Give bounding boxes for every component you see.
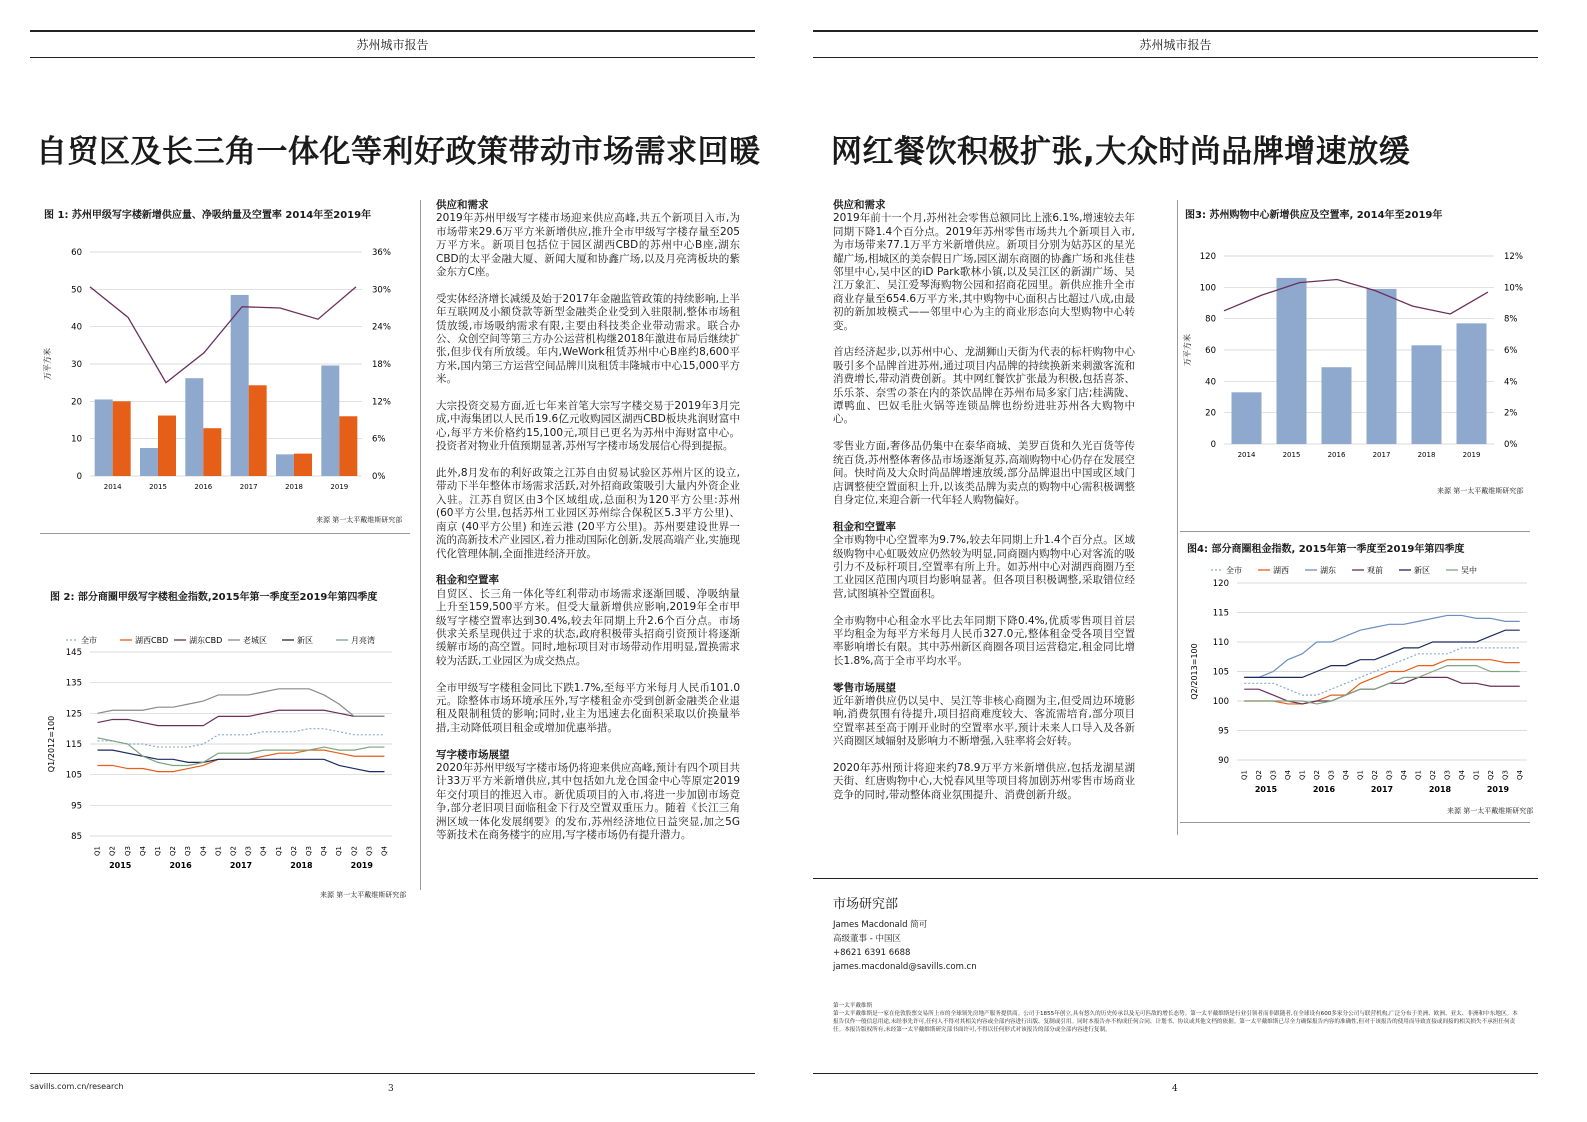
x-tick-label: Q1 (1356, 770, 1365, 780)
paragraph (833, 440, 1135, 507)
year-label: 2018 (290, 861, 313, 870)
page-title: 网红餐饮积极扩张,大众时尚品牌增速放缓 (831, 134, 1411, 170)
paragraph (833, 682, 1135, 749)
left-page (0, 0, 790, 1122)
year-label: 2019 (350, 861, 373, 870)
x-tick-label: Q3 (1501, 770, 1510, 780)
x-tick-label: Q3 (184, 846, 193, 856)
line-空置率 (1224, 280, 1488, 314)
x-tick-label: Q1 (214, 846, 223, 856)
running-header: 苏州城市报告 (30, 30, 755, 58)
x-tick-label: Q1 (1472, 770, 1481, 780)
x-tick-label: 2014 (103, 483, 122, 491)
year-label: 2017 (229, 861, 253, 870)
bar-净吸纳量 (203, 428, 221, 476)
contact-role: 高级董事 - 中国区 (833, 934, 901, 944)
paragraph (833, 521, 1135, 601)
x-tick-label: 2019 (330, 483, 349, 491)
footer-url[interactable]: savills.com.cn/research (30, 1082, 124, 1091)
bar-新增供应量 (140, 448, 158, 476)
legend-label: 新区 (1414, 566, 1430, 575)
x-tick-label: Q2 (1370, 770, 1379, 780)
contact-email[interactable]: james.macdonald@savills.com.cn (833, 962, 977, 972)
x-tick-label: 2015 (1282, 451, 1301, 459)
y-tick-label: 95 (71, 801, 82, 812)
x-tick-label: Q1 (93, 846, 102, 856)
line-月亮湾 (98, 738, 385, 766)
column-divider (420, 200, 421, 890)
x-tick-label: Q2 (1486, 770, 1495, 780)
x-tick-label: Q4 (1283, 770, 1292, 780)
year-label: 2018 (1428, 785, 1452, 794)
bar-净吸纳量 (158, 416, 176, 476)
y-tick-label: 0 (76, 472, 82, 482)
y2-tick-label: 0% (1504, 440, 1518, 450)
column-divider (1177, 200, 1178, 835)
page-title: 自贸区及长三角一体化等利好政策带动市场需求回暖 (36, 134, 761, 170)
footer-rule (813, 1073, 1538, 1074)
y2-tick-label: 6% (372, 434, 386, 445)
legend-label: 老城区 (243, 636, 267, 645)
year-label: 2019 (1486, 785, 1510, 794)
section-heading: 供应和需求 (833, 199, 886, 211)
bar-净吸纳量 (113, 401, 131, 476)
footer-rule (30, 1073, 755, 1074)
legend-label: 月亮湾 (351, 636, 375, 645)
paragraph-text: 大宗投资交易方面,近七年来首笔大宗写字楼交易于2019年3月完成,中海集团以人民币19.6亿元收购园区湖西CBD板块兆润财富中心,每平方米价格约15,100元,项目已更名为苏州中海财富中心。投资者对物业升值预期显著,苏州写字楼市场发展信心得到提振。 (436, 400, 740, 453)
paragraph (833, 762, 1135, 802)
y2-tick-label: 6% (1504, 346, 1518, 356)
y-tick-label: 20 (71, 397, 82, 408)
divider (40, 533, 410, 534)
divider (1180, 822, 1530, 823)
x-tick-label: Q2 (108, 846, 117, 856)
x-tick-label: 2019 (1462, 451, 1481, 459)
y-tick-label: 95 (1218, 726, 1229, 737)
y-tick-label: 80 (1205, 314, 1216, 325)
y-tick-label: 10 (71, 434, 82, 445)
line-新区 (1244, 630, 1520, 677)
y-tick-label: 110 (1212, 638, 1229, 648)
x-tick-label: Q4 (1515, 770, 1524, 780)
paragraph-text: 全市购物中心租金水平比去年同期下降0.4%,优质零售项目首层平均租金为每平方米每月人民币327.0元,整体租金受各项目空置率影响增长有限。其中苏州新区商圈各项目运营稳定,租金同比增长1.8%,高于全市平均水平。 (833, 614, 1135, 667)
figure-2-source: 来源 第一太平戴维斯研究部 (320, 891, 407, 899)
contact-name: James Macdonald 简可 (833, 920, 928, 930)
bar-新增供应量 (185, 378, 203, 476)
x-tick-label: Q3 (1443, 770, 1452, 780)
x-tick-label: 2015 (149, 483, 167, 491)
x-tick-label: Q2 (1428, 770, 1437, 780)
paragraph-text: 此外,8月发布的利好政策之江苏自由贸易试验区苏州片区的设立,带动下半年整体市场需求活跃,对外招商政策吸引大量内外资企业入驻。江苏自贸区由3个区域组成,总面积为120平方公里:苏州 (60平方公里,包括苏州工业园区苏州综合保税区5.3平方公里)、南京 (40平方公里) 和连云港 (20平方公里)。苏州要建设世界一流的高新技术产业园区,着力推动国际化创新,发展高端产业,实施现代化管理体制,全面推进经济开放。 (436, 467, 741, 560)
bar-净吸纳量 (339, 416, 357, 476)
y-tick-label: 90 (1218, 756, 1229, 766)
bar-新增供应量 (321, 365, 339, 476)
y-tick-label: 85 (71, 832, 82, 842)
y-tick-label: 0 (1210, 440, 1216, 450)
x-tick-label: Q3 (1327, 770, 1336, 780)
x-tick-label: Q3 (1385, 770, 1394, 780)
x-tick-label: Q4 (138, 846, 147, 856)
paragraph (833, 199, 1135, 333)
paragraph (436, 467, 740, 561)
figure-1-source: 来源 第一太平戴维斯研究部 (316, 516, 403, 524)
y2-tick-label: 30% (372, 285, 391, 296)
x-tick-label: Q4 (259, 846, 268, 856)
line-老城区 (98, 689, 385, 717)
legend-label: 湖西CBD (135, 636, 169, 645)
paragraph-text: 2019年苏州甲级写字楼市场迎来供应高峰,共五个新项目入市,为市场带来29.6万平方米新增供应,推升全市甲级写字楼存量至205万平方米。新项目包括位于园区湖西CBD的苏州中心B座,湖东CBD的太平金融大厦、新闻大厦和协鑫广场,以及月亮湾板块的紫金东方C座。 (436, 212, 740, 279)
paragraph-text: 零售业方面,奢侈品仍集中在泰华商城、美罗百货和久光百货等传统百货,苏州整体奢侈品市场逐渐复苏,高端购物中心仍存在发展空间。快时尚及大众时尚品牌增速放缓,部分品牌退出中国或区域门店调整使空置面积上升,以该类品牌为卖点的购物中心需积极调整自身定位,来迎合新一代年轻人购物偏好。 (833, 440, 1135, 506)
paragraph-text: 自贸区、长三角一体化等红利带动市场需求逐渐回暖、净吸纳量上升至159,500平方米。但受大量新增供应影响,2019年全市甲级写字楼空置率达到30.4%,较去年同期上升2.6个百分点。市场供求关系呈现供过于求的状态,政府积极带头招商引资预计将逐渐缓解市场的高空置。同时,地标项目对市场带动作用明显,置换需求较为活跃,工业园区为成交热点。 (436, 587, 740, 667)
x-tick-label: Q1 (153, 846, 162, 856)
y2-tick-label: 24% (372, 322, 391, 333)
section-heading: 写字楼市场展望 (436, 748, 510, 761)
line-湖东CBD (98, 710, 385, 725)
x-tick-label: 2017 (239, 483, 258, 491)
x-tick-label: 2018 (1417, 451, 1436, 459)
section-heading: 零售市场展望 (833, 681, 896, 694)
section-heading: 租金和空置率 (833, 520, 896, 533)
y-axis-label: Q1/2012=100 (47, 715, 56, 773)
section-heading: 供应和需求 (436, 199, 489, 211)
disclaimer (833, 1002, 1523, 1034)
y-tick-label: 100 (1199, 283, 1216, 294)
right-page (797, 0, 1587, 1122)
line-观前 (1244, 677, 1520, 704)
legend-label: 湖东CBD (189, 636, 223, 645)
x-tick-label: Q3 (244, 846, 253, 856)
y2-tick-label: 12% (1504, 252, 1523, 262)
y2-tick-label: 8% (1504, 314, 1518, 325)
bar-新增供应 (1457, 323, 1487, 444)
disclaimer-title: 第一太平戴维斯 (833, 1003, 873, 1009)
y-tick-label: 115 (65, 740, 82, 750)
y-tick-label: 105 (1212, 667, 1229, 678)
x-tick-label: Q2 (169, 846, 178, 856)
y2-tick-label: 0% (372, 472, 386, 482)
x-tick-label: Q2 (1254, 770, 1263, 780)
y-tick-label: 50 (71, 285, 82, 296)
y-tick-label: 40 (71, 322, 82, 333)
y-tick-label: 30 (71, 360, 82, 370)
paragraph (833, 346, 1135, 426)
paragraph (436, 400, 740, 454)
figure-4-chart (1187, 560, 1537, 800)
page-number: 4 (1172, 1084, 1178, 1094)
paragraph (436, 199, 740, 279)
x-tick-label: Q3 (365, 846, 374, 856)
paragraph (436, 682, 740, 736)
paragraph (436, 749, 740, 843)
bar-新增供应 (1232, 392, 1262, 444)
contact-phone[interactable]: +8621 6391 6688 (833, 948, 911, 958)
paragraph-text: 近年新增供应仍以吴中、吴江等非核心商圈为主,但受周边环境影响,消费氛围有待提升,项目招商难度较大、客流需培育,部分项目空置率甚至高于刚开业时的空置率水平,预计未来人口导入及各新兴商圈区域辐射及影响力不断增强,入驻率将会好转。 (833, 694, 1135, 748)
x-tick-label: Q1 (274, 846, 283, 856)
x-tick-label: Q3 (1269, 770, 1278, 780)
x-tick-label: Q1 (1298, 770, 1307, 780)
figure-4-source: 来源 第一太平戴维斯研究部 (1447, 807, 1534, 815)
x-tick-label: Q4 (1341, 770, 1350, 780)
x-tick-label: Q3 (304, 846, 313, 856)
x-tick-label: Q4 (1457, 770, 1466, 780)
year-label: 2016 (1312, 785, 1336, 794)
x-tick-label: Q2 (350, 846, 359, 856)
paragraph (833, 615, 1135, 669)
paragraph-text: 全市购物中心空置率为9.7%,较去年同期上升1.4个百分点。区域级购物中心虹吸效应仍然较为明显,同商圈内购物中心对客流的吸引力不及标杆项目,空置率有所上升。如苏州中心对湖西商圈乃至工业园区范围内项目均影响显著。但各项目积极调整,采取错位经营,试图填补空置面积。 (833, 534, 1135, 600)
y2-tick-label: 18% (372, 360, 391, 370)
legend-label: 湖西 (1273, 566, 1289, 575)
divider (1180, 531, 1530, 532)
y-tick-label: 105 (65, 770, 82, 781)
y-axis-label: 万平方米 (43, 348, 52, 380)
bar-新增供应 (1277, 278, 1307, 444)
y-tick-label: 60 (71, 248, 82, 258)
section-heading: 租金和空置率 (436, 574, 499, 587)
bar-新增供应量 (276, 454, 294, 476)
y-tick-label: 60 (1205, 346, 1216, 356)
x-tick-label: 2017 (1372, 451, 1391, 459)
y-tick-label: 115 (1212, 608, 1229, 619)
figure-2-chart (44, 630, 410, 875)
paragraph-text: 首店经济起步,以苏州中心、龙湖狮山天街为代表的标杆购物中心吸引多个品牌首进苏州,通过项目内品牌的持续换新来刺激客流和消费增长,带动消费创新。其中网红餐饮扩张最为积极,包括喜茶、乐乐茶、奈雪の茶在内的茶饮品牌在苏州布局多家门店;桂满陇、谭鸭血、巴奴毛肚火锅等连锁品牌也纷纷进驻苏州各大购物中心。 (833, 346, 1135, 426)
y-tick-label: 100 (1212, 697, 1229, 707)
figure-3-chart (1180, 244, 1540, 466)
y2-tick-label: 36% (372, 248, 391, 258)
y-axis-label: Q2/2013=100 (1190, 643, 1199, 700)
line-空置率 (90, 287, 356, 383)
paragraph (436, 574, 740, 668)
x-tick-label: Q4 (1399, 770, 1408, 780)
y-tick-label: 40 (1205, 377, 1216, 388)
bar-净吸纳量 (249, 385, 267, 476)
bar-新增供应量 (231, 295, 249, 476)
paragraph-text: 2020年苏州甲级写字楼市场仍将迎来供应高峰,预计有四个项目共计33万平方米新增供应,其中包括如九龙仓国金中心等原定2019年交付项目的推迟入市。新优质项目的入市,将进一步加剧市场竞争,部分老旧项目面临租金下行及空置双重压力。随着《长江三角洲区域一体化发展纲要》的发布,苏州经济地位日益突显,加之5G等新技术在商务楼宇的应用,写字楼市场仍有提升潜力。 (436, 761, 740, 841)
contact-title: 市场研究部 (833, 897, 899, 912)
year-label: 2015 (1254, 785, 1278, 794)
figure-2-title: 图 2: 部分商圈甲级写字楼租金指数,2015年第一季度至2019年第四季度 (50, 592, 378, 603)
legend-label: 全市 (81, 636, 97, 645)
paragraph-text: 受实体经济增长减缓及始于2017年金融监管政策的持续影响,上半年互联网及小额贷款等新型金融类企业受到入驻限制,整体市场租赁放缓,市场吸纳需求有限,主要由科技类企业带动需求。联合办公、众创空间等第三方办公运营机构继2018年激进布局后继续扩张,但步伐有所放缓。年内,WeWork租赁苏州中心B座约8,600平方米,国内第三方运营空间品牌川岚租赁丰隆城市中心15,000平方米。 (436, 292, 740, 386)
y-tick-label: 120 (1199, 252, 1216, 262)
x-tick-label: Q2 (229, 846, 238, 856)
legend-label: 吴中 (1461, 566, 1477, 575)
paragraph-text: 2019年前十一个月,苏州社会零售总额同比上涨6.1%,增速较去年同期下降1.4个百分点。2019年苏州零售市场共九个新项目入市,为市场带来77.1万平方米新增供应。新项目分别为姑苏区的星光耀广场,相城区的美奈假日广场,园区湖东商圈的协鑫广场和兆佳巷邻里中心,吴中区的iD Park歌林小镇,以及吴江区的新湖广场、吴江万象汇、吴江爱琴海购物公园和招商花园里。新供应推升全市商业存量至654.6万平方米,其中购物中心面积占比超过八成,由最初的新加坡模式——邻里中心为主的商业形态向大型购物中心转变。 (833, 212, 1135, 332)
left-text-column (436, 199, 740, 856)
x-tick-label: Q4 (380, 846, 389, 856)
y2-tick-label: 12% (372, 397, 391, 408)
contact-block (833, 898, 977, 974)
legend-label: 全市 (1226, 566, 1242, 575)
paragraph (436, 293, 740, 387)
y2-tick-label: 10% (1504, 283, 1523, 294)
figure-1-title: 图 1: 苏州甲级写字楼新增供应量、净吸纳量及空置率 2014年至2019年 (44, 210, 372, 221)
bar-净吸纳量 (294, 454, 312, 476)
x-tick-label: Q2 (289, 846, 298, 856)
y-tick-label: 135 (65, 678, 82, 689)
legend-label: 新区 (297, 636, 313, 645)
x-tick-label: 2016 (194, 483, 213, 491)
y2-tick-label: 4% (1504, 377, 1518, 388)
year-label: 2016 (169, 861, 192, 870)
figure-1-chart (40, 238, 410, 500)
y-axis-label: 万平方米 (1183, 334, 1192, 366)
bar-新增供应 (1322, 367, 1352, 444)
paragraph-text: 2020年苏州预计将迎来约78.9万平方米新增供应,包括龙湖星湖天街、红唐购物中心,大悦春风里等项目将加剧苏州零售市场商业竞争的同时,带动整体商业氛围提升、消费创新升级。 (833, 761, 1135, 801)
x-tick-label: Q1 (335, 846, 344, 856)
y-tick-label: 145 (65, 648, 82, 658)
figure-3-title: 图3: 苏州购物中心新增供应及空置率, 2014年至2019年 (1185, 210, 1443, 221)
x-tick-label: 2014 (1237, 451, 1256, 459)
figure-4-title: 图4: 部分商圈租金指数, 2015年第一季度至2019年第四季度 (1187, 544, 1465, 555)
x-tick-label: Q3 (123, 846, 132, 856)
bar-新增供应 (1367, 289, 1397, 444)
y2-tick-label: 2% (1504, 408, 1518, 419)
running-header: 苏州城市报告 (813, 30, 1538, 58)
x-tick-label: Q1 (1240, 770, 1249, 780)
x-tick-label: 2016 (1327, 451, 1346, 459)
page-number: 3 (388, 1084, 394, 1094)
year-label: 2015 (109, 861, 132, 870)
disclaimer-text: 第一太平戴维斯是一家在伦敦股票交易所上市的全球领先房地产服务提供商。公司于1855年创立,具有悠久的历史传承以及无可匹敌的增长态势。第一太平戴维斯是行业引领者而非跟随者,在全球设有600多家分公司与联营机构,广泛分布于美洲、欧洲、亚太、非洲和中东地区。本报告仅作一般信息用途,未经事先许可,任何人不得对其相关内容或全部内容进行出版、复制或引用。同时本报告亦不构成任何合同、计划书、协议或其他文档的依据。第一太平戴维斯已尽全力确保报告内容的准确性,但对于该报告的使用而导致直接或间接的相关损失不承担任何责任。本报告版权所有,未经第一太平戴维斯研究部书面许可,不得以任何形式对该报告的部分或全部内容进行复制。 (833, 1011, 1518, 1033)
legend-label: 湖东 (1320, 566, 1336, 575)
x-tick-label: Q1 (1414, 770, 1423, 780)
paragraph-text: 全市甲级写字楼租金同比下跌1.7%,至每平方米每月人民币101.0元。除整体市场环境承压外,写字楼租金亦受到创新金融类企业退租及限制租赁的影响;同时,业主为迅速去化面积采取以价换量举措,主动降低项目租金或增加优惠举措。 (436, 681, 740, 734)
x-tick-label: Q4 (320, 846, 329, 856)
y-tick-label: 20 (1205, 408, 1216, 419)
legend-label: 观前 (1367, 566, 1383, 575)
x-tick-label: 2018 (285, 483, 303, 491)
x-tick-label: Q2 (1312, 770, 1321, 780)
section-rule (813, 878, 1538, 879)
figure-3-source: 来源 第一太平戴维斯研究部 (1437, 487, 1524, 495)
bar-新增供应量 (95, 399, 113, 476)
x-tick-label: Q4 (199, 846, 208, 856)
y-tick-label: 120 (1212, 579, 1229, 589)
year-label: 2017 (1370, 785, 1394, 794)
bar-新增供应 (1412, 345, 1442, 444)
right-text-column (833, 199, 1135, 816)
y-tick-label: 125 (65, 709, 82, 720)
